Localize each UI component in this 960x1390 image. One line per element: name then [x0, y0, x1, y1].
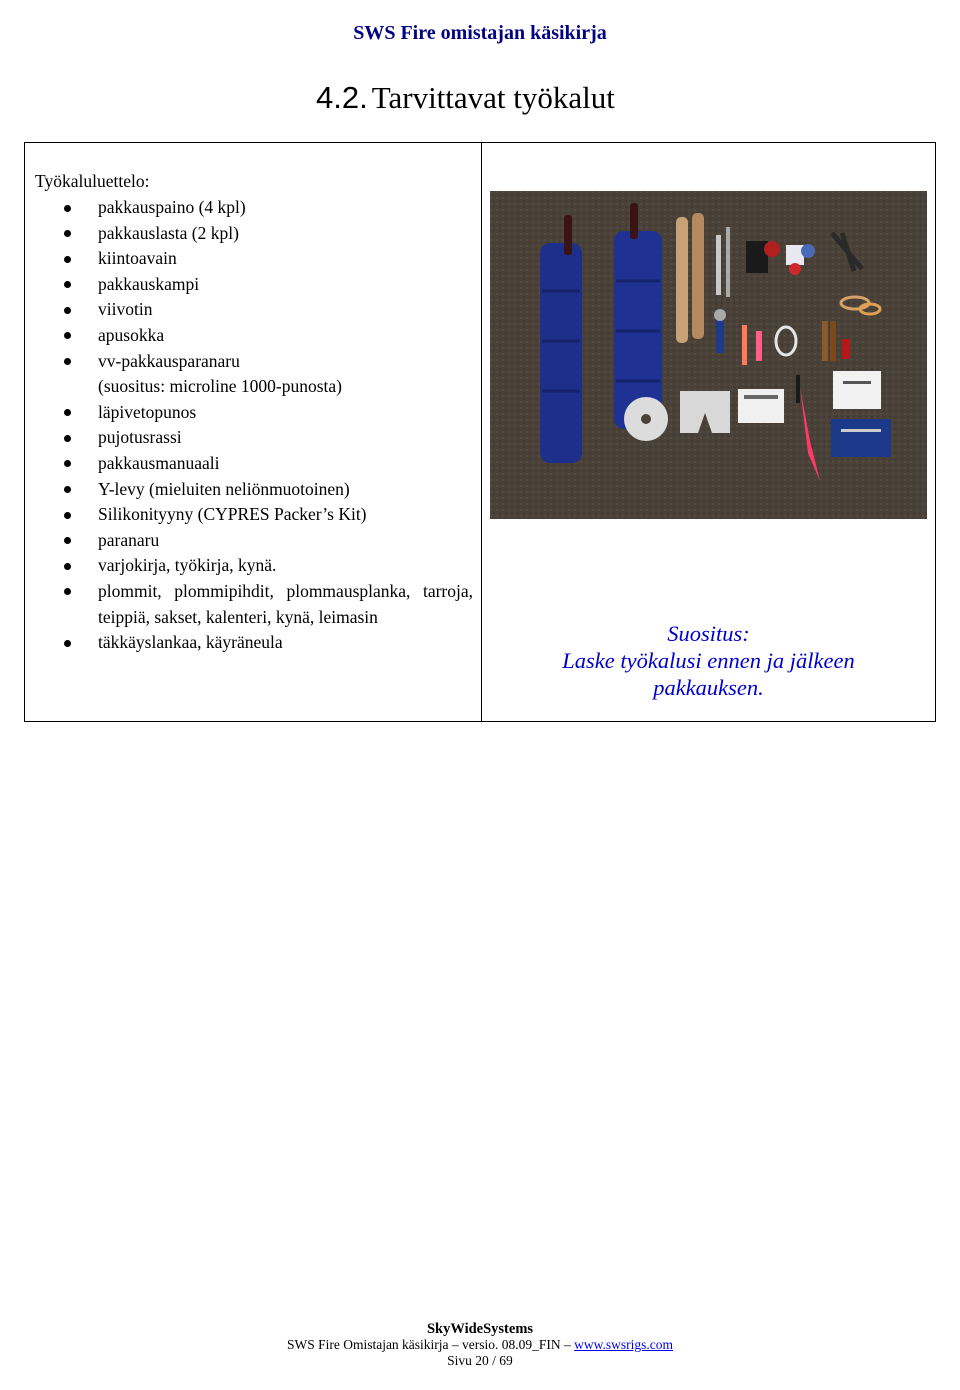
document-header-title: SWS Fire omistajan käsikirja: [353, 22, 607, 44]
tape-icon: [786, 245, 804, 265]
footer-company: SkyWideSystems: [426, 1321, 534, 1337]
footer-page-number: Sivu 20 / 69: [447, 1353, 513, 1368]
bullet-icon: [64, 460, 71, 467]
tool-list-item: varjokirja, työkirja, kynä.: [35, 553, 473, 579]
logbook-icon: [831, 419, 891, 457]
bullet-icon: [64, 358, 71, 365]
bullet-icon: [64, 537, 71, 544]
ruler-icon: [716, 235, 721, 295]
tool-list-item: paranaru: [35, 528, 473, 554]
section-title: Tarvittavat työkalut: [371, 80, 615, 115]
manual-icon: [833, 371, 881, 409]
bullet-icon: [64, 512, 71, 519]
bullet-icon: [64, 256, 71, 263]
tool-list-item: läpivetopunos: [35, 400, 473, 426]
tools-photo: [490, 191, 927, 519]
bullet-icon: [64, 281, 71, 288]
tool-list-item: apusokka: [35, 323, 473, 349]
tool-list-cell: [25, 143, 481, 721]
section-heading: [316, 80, 615, 116]
footer-version-line: [0, 1337, 960, 1353]
packing-weight-icon: [614, 203, 662, 429]
page-footer: [0, 1321, 960, 1369]
tool-list-item: pakkauskampi: [35, 272, 473, 298]
wrench-icon: [716, 317, 724, 353]
photo-cell: [482, 143, 935, 721]
bullet-icon: [64, 588, 71, 595]
tool-list-item: viivotin: [35, 297, 473, 323]
tool-list-item: pujotusrassi: [35, 425, 473, 451]
tools-photo-illustration: [490, 191, 927, 519]
footer-website-link[interactable]: www.swsrigs.com: [574, 1337, 674, 1352]
packing-paddle-icon: [692, 213, 704, 339]
recommendation-line-2: pakkauksen.: [653, 675, 764, 700]
recommendation-heading: Suositus:: [667, 621, 750, 646]
bullet-icon: [64, 307, 71, 314]
bullet-icon: [64, 640, 71, 647]
bullet-icon: [64, 563, 71, 570]
bullet-icon: [64, 409, 71, 416]
tool-list-item: vv-pakkausparanaru (suositus: microline 1000-punosta): [35, 349, 473, 400]
tool-list-item: pakkausmanuaali: [35, 451, 473, 477]
bullet-icon: [64, 230, 71, 237]
tool-list-item: Silikonityyny (CYPRES Packer’s Kit): [35, 502, 473, 528]
bullet-icon: [64, 486, 71, 493]
bullet-icon: [64, 332, 71, 339]
packer-kit-icon: [738, 389, 784, 423]
packing-weight-icon: [540, 215, 582, 463]
packing-paddle-icon: [676, 217, 688, 343]
tool-list-item: pakkauslasta (2 kpl): [35, 221, 473, 247]
tool-list-title: Työkaluluettelo:: [35, 171, 150, 191]
tool-list-item: kiintoavain: [35, 246, 473, 272]
section-number: 4.2.: [316, 80, 368, 115]
tool-list-item: pakkauspaino (4 kpl): [35, 195, 473, 221]
bullet-icon: [64, 205, 71, 212]
recommendation: [482, 620, 935, 701]
tool-list: [35, 195, 473, 656]
tool-list-item: täkkäyslankaa, käyräneula: [35, 630, 473, 656]
tool-list-item: Y-levy (mieluiten neliönmuotoinen): [35, 477, 473, 503]
footer-version-text: SWS Fire Omistajan käsikirja – versio. 08.09_FIN –: [286, 1337, 571, 1352]
recommendation-line-1: Laske työkalusi ennen ja jälkeen: [562, 648, 855, 673]
tools-table: [24, 142, 936, 722]
tool-list-item: plommit, plommipihdit, plommausplanka, tarroja, teippiä, sakset, kalenteri, kynä, leimasin: [35, 579, 473, 630]
bullet-icon: [64, 435, 71, 442]
